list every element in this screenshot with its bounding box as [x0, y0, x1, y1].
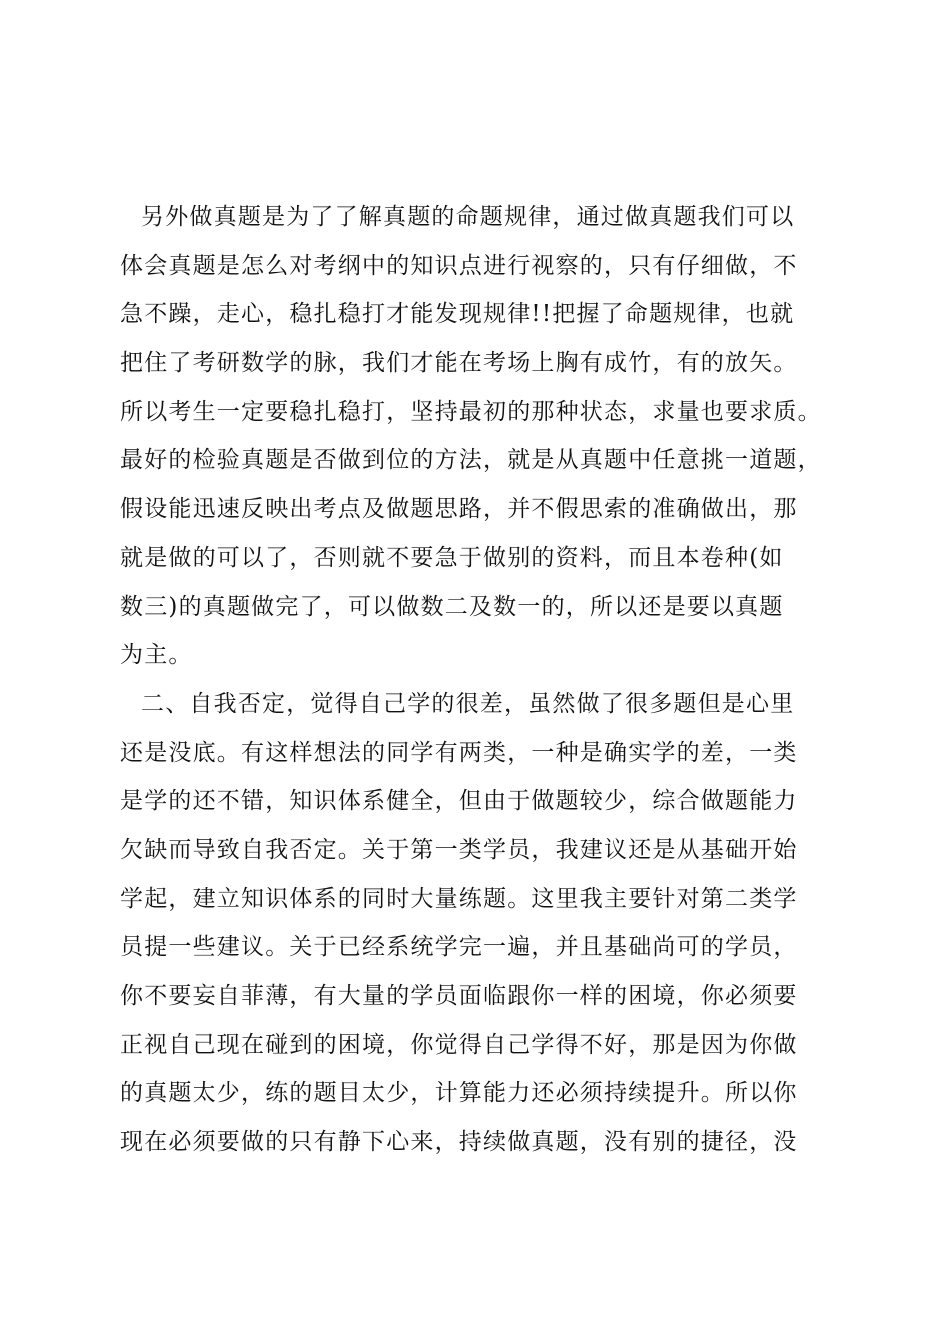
- text-line: 数三)的真题做完了，可以做数二及数一的，所以还是要以真题: [120, 593, 784, 620]
- text-line: 员提一些建议。关于已经系统学完一遍，并且基础尚可的学员，: [120, 934, 798, 961]
- text-line: 最好的检验真题是否做到位的方法，就是从真题中任意挑一道题，: [120, 447, 822, 474]
- text-line: 现在必须要做的只有静下心来，持续做真题，没有别的捷径，没: [120, 1129, 798, 1156]
- text-line: 所以考生一定要稳扎稳打，坚持最初的那种状态，求量也要求质。: [120, 398, 822, 425]
- text-line: 就是做的可以了，否则就不要急于做别的资料，而且本卷种(如: [120, 544, 784, 571]
- text-line: 学起，建立知识体系的同时大量练题。这里我主要针对第二类学: [120, 885, 798, 912]
- paragraph-true-questions: [120, 193, 850, 680]
- text-line: 欠缺而导致自我否定。关于第一类学员，我建议还是从基础开始: [120, 836, 798, 863]
- text-line: 正视自己现在碰到的困境，你觉得自己学得不好，那是因为你做: [120, 1031, 798, 1058]
- paragraph-self-doubt: [120, 680, 850, 1167]
- text-line: 把住了考研数学的脉，我们才能在考场上胸有成竹，有的放矢。: [120, 350, 798, 377]
- text-line: 你不要妄自菲薄，有大量的学员面临跟你一样的困境，你必须要: [120, 983, 798, 1009]
- text-line: 是学的还不错，知识体系健全，但由于做题较少，综合做题能力: [120, 788, 798, 815]
- text-line: 二、自我否定，觉得自己学的很差，虽然做了很多题但是心里: [141, 690, 795, 717]
- text-line: 另外做真题是为了了解真题的命题规律，通过做真题我们可以: [141, 204, 795, 230]
- text-line: 的真题太少，练的题目太少，计算能力还必须持续提升。所以你: [120, 1080, 798, 1107]
- text-line: 急不躁，走心，稳扎稳打才能发现规律!!把握了命题规律，也就: [120, 301, 795, 328]
- text-line: 假设能迅速反映出考点及做题思路，并不假思索的准确做出，那: [120, 496, 798, 523]
- text-line: 体会真题是怎么对考纲中的知识点进行视察的，只有仔细做，不: [120, 252, 798, 279]
- text-line: 还是没底。有这样想法的同学有两类，一种是确实学的差，一类: [120, 739, 798, 766]
- text-line: 为主。: [120, 642, 193, 669]
- body-text: [120, 193, 850, 1167]
